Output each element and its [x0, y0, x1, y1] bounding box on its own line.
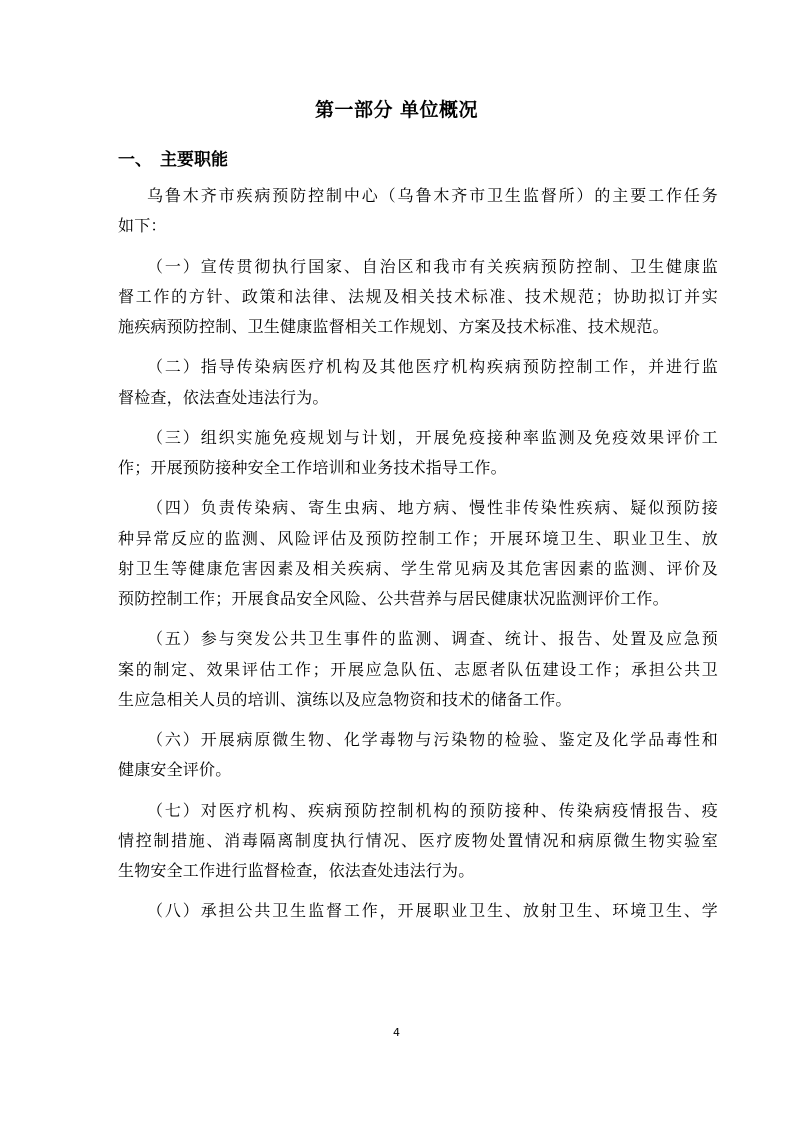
- paragraph-line: 乌鲁木齐市疾病预防控制中心（乌鲁木齐市卫生监督所）的主要工作任务: [147, 186, 718, 205]
- section-heading: [118, 147, 228, 173]
- duty-item-paragraph: [118, 624, 718, 715]
- duty-item-paragraph: [118, 352, 718, 412]
- paragraph-line: 督工作的方针、政策和法律、法规及相关技术标准、技术规范；协助拟订并实: [118, 286, 718, 306]
- duty-item-paragraph: [118, 896, 718, 926]
- section-title: 主要职能: [160, 150, 228, 170]
- section-number: 一、: [118, 150, 152, 170]
- page-title: 第一部分 单位概况: [314, 99, 479, 121]
- duty-item-paragraph: [118, 725, 718, 785]
- paragraph-line: 健康安全评价。: [118, 760, 232, 780]
- duty-item-paragraph: [118, 252, 718, 343]
- paragraph-line: 作；开展预防接种安全工作培训和业务技术指导工作。: [118, 458, 507, 478]
- paragraph-line: 施疾病预防控制、卫生健康监督相关工作规划、方案及技术标准、技术规范。: [118, 316, 669, 336]
- paragraph-line: 情控制措施、消毒隔离制度执行情况、医疗废物处置情况和病原微生物实验室: [118, 830, 718, 850]
- duty-item-paragraph: [118, 423, 718, 483]
- paragraph-line: 案的制定、效果评估工作；开展应急队伍、志愿者队伍建设工作；承担公共卫: [118, 659, 718, 679]
- paragraph-line: 预防控制工作；开展食品安全风险、公共营养与居民健康状况监测评价工作。: [118, 589, 669, 608]
- paragraph-line: （二）指导传染病医疗机构及其他医疗机构疾病预防控制工作，并进行监: [147, 357, 718, 377]
- paragraph-line: （五）参与突发公共卫生事件的监测、调查、统计、报告、处置及应急预: [147, 629, 718, 649]
- paragraph-line: （四）负责传染病、寄生虫病、地方病、慢性非传染性疾病、疑似预防接: [147, 498, 718, 518]
- paragraph-line: 生应急相关人员的培训、演练以及应急物资和技术的储备工作。: [118, 689, 572, 709]
- intro-paragraph: [118, 181, 718, 241]
- paragraph-line: （六）开展病原微生物、化学毒物与污染物的检验、鉴定及化学品毒性和: [147, 730, 718, 750]
- duty-item-paragraph: [118, 493, 718, 614]
- paragraph-line: （七）对医疗机构、疾病预防控制机构的预防接种、传染病疫情报告、疫: [147, 800, 718, 820]
- paragraph-line: （一）宣传贯彻执行国家、自治区和我市有关疾病预防控制、卫生健康监: [147, 256, 718, 276]
- paragraph-line: 生物安全工作进行监督检查，依法查处违法行为。: [118, 861, 475, 881]
- paragraph-line: 督检查，依法查处违法行为。: [118, 387, 329, 407]
- paragraph-line: 射卫生等健康危害因素及相关疾病、学生常见病及其危害因素的监测、评价及: [118, 558, 718, 578]
- paragraph-line: （三）组织实施免疫规划与计划，开展免疫接种率监测及免疫效果评价工: [147, 427, 718, 447]
- document-body: [118, 181, 718, 937]
- duty-item-paragraph: [118, 796, 718, 887]
- paragraph-line: 如下：: [118, 216, 167, 236]
- paragraph-line: 种异常反应的监测、风险评估及预防控制工作；开展环境卫生、职业卫生、放: [118, 528, 718, 548]
- paragraph-line: （八）承担公共卫生监督工作，开展职业卫生、放射卫生、环境卫生、学: [147, 901, 718, 921]
- page-number: 4: [393, 1026, 400, 1039]
